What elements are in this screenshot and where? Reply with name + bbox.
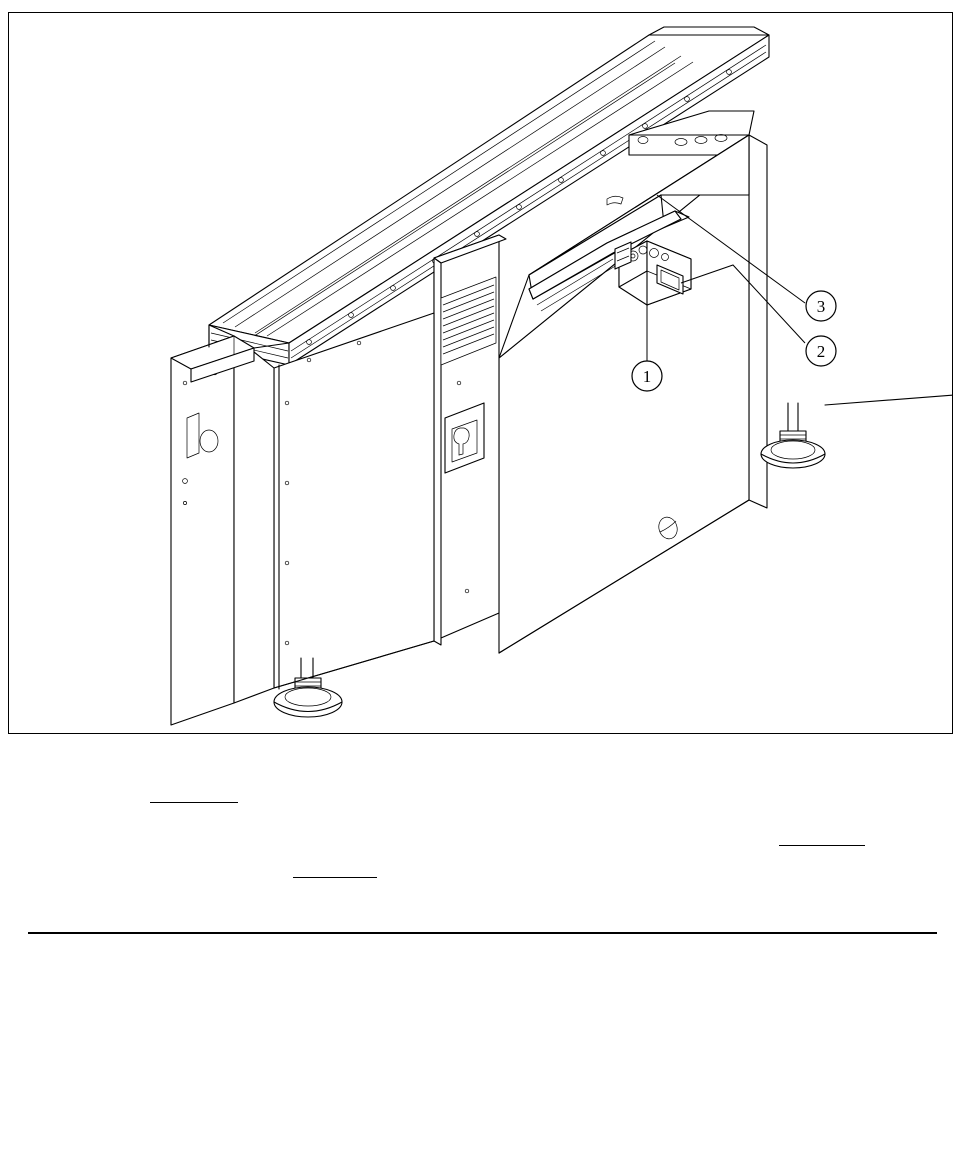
machine-isometric-drawing (9, 13, 953, 734)
figure-frame (8, 12, 953, 734)
callout-2-label: 2 (816, 342, 826, 361)
footer-rule (28, 932, 937, 934)
leveling-foot-icon (761, 403, 825, 468)
callout-1-label: 1 (642, 367, 652, 386)
underline-segment-2 (779, 845, 865, 846)
callout-1 (632, 361, 662, 391)
underline-segment-1 (150, 802, 238, 803)
underline-segment-3 (293, 877, 377, 878)
callout-3-label: 3 (816, 297, 826, 316)
callout-2 (806, 336, 836, 366)
callout-3 (806, 291, 836, 321)
caption-region (0, 734, 965, 934)
